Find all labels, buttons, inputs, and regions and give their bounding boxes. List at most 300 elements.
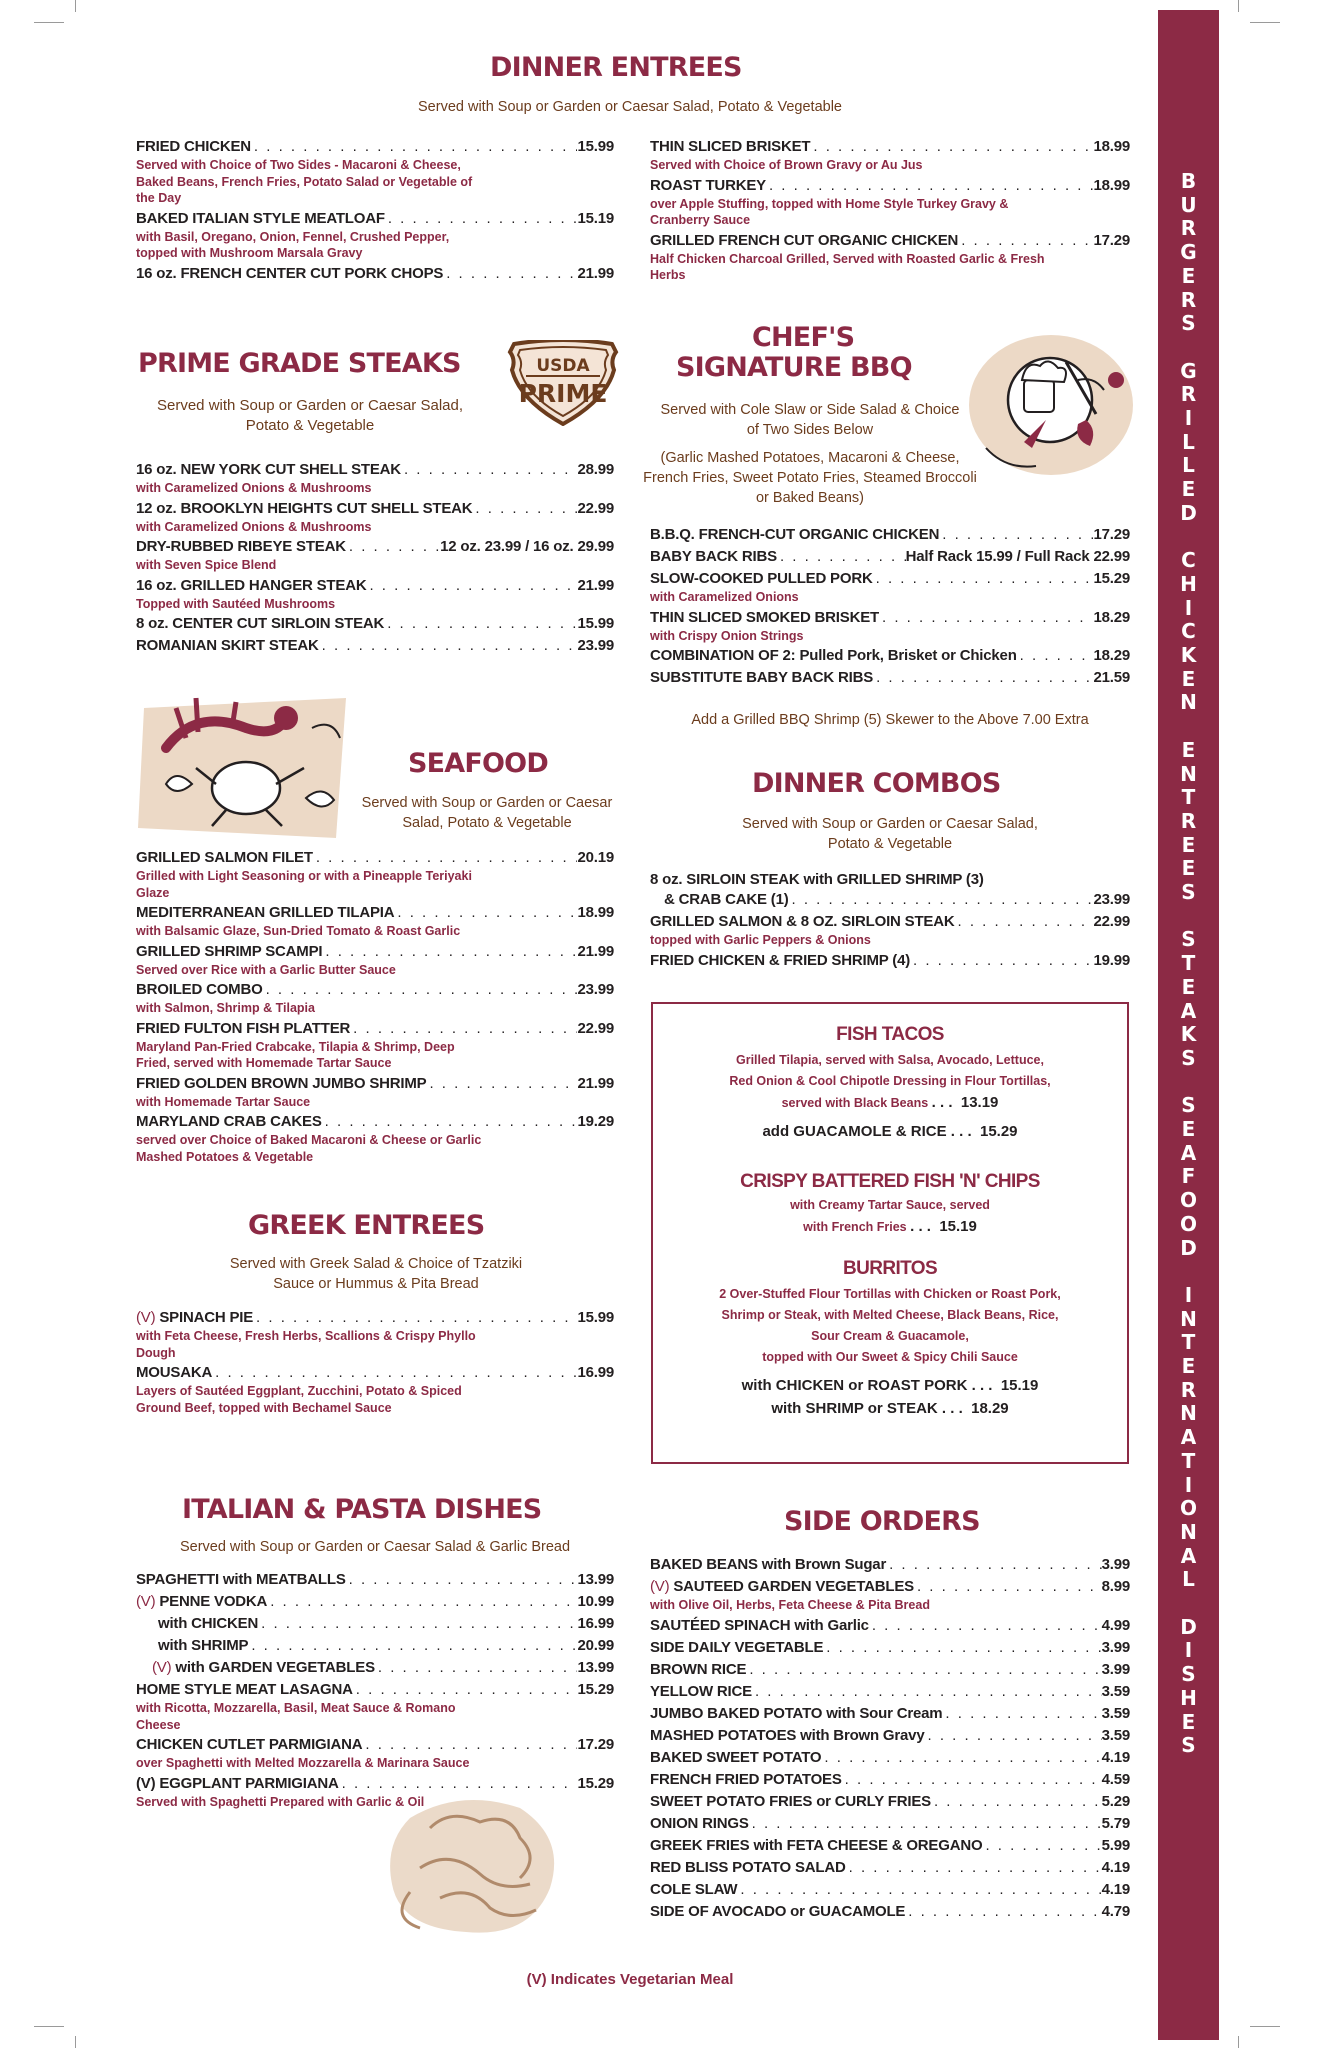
dot-leader bbox=[777, 547, 906, 567]
item-price: 4.59 bbox=[1101, 1770, 1130, 1788]
item-name-text: SWEET POTATO FRIES or CURLY FRIES bbox=[650, 1792, 931, 1810]
item-name-text: BROWN RICE bbox=[650, 1660, 747, 1678]
sidebar-letter: T bbox=[1181, 951, 1196, 976]
menu-item bbox=[136, 1363, 614, 1383]
menu-item bbox=[650, 1616, 1130, 1636]
menu-item bbox=[136, 1570, 614, 1590]
item-description: Maryland Pan-Fried Crabcake, Tilapia & Shrimp, Deep Fried, served with Homemade Tartar Sauce bbox=[136, 1039, 455, 1070]
dot-leader bbox=[253, 1308, 577, 1328]
sidebar-letter: A bbox=[1180, 1425, 1197, 1450]
menu-item bbox=[650, 1770, 1130, 1790]
menu-item bbox=[650, 951, 1130, 971]
item-name-text: BAKED ITALIAN STYLE MEATLOAF bbox=[136, 209, 385, 227]
item-name-text: 8 oz. CENTER CUT SIRLOIN STEAK bbox=[136, 615, 385, 632]
item-description: with Caramelized Onions & Mushrooms bbox=[136, 481, 372, 495]
sidebar-letter: D bbox=[1180, 1235, 1197, 1260]
menu-item bbox=[650, 525, 1130, 545]
dot-leader bbox=[821, 1748, 1101, 1768]
item-name bbox=[650, 1682, 752, 1702]
item-description: with Balsamic Glaze, Sun-Dried Tomato & Roast Garlic bbox=[136, 924, 461, 938]
sidebar-letter: C bbox=[1181, 619, 1196, 644]
item-description: served over Choice of Baked Macaroni & Cheese or Garlic Mashed Potatoes & Vegetable bbox=[136, 1133, 482, 1164]
item-name bbox=[650, 608, 879, 628]
burritos-desc-2: Shrimp or Steak, with Melted Cheese, Black Beans, Rice, bbox=[721, 1308, 1059, 1322]
burritos-option-2-price: 18.29 bbox=[971, 1400, 1009, 1417]
badge-usda-text: USDA bbox=[536, 356, 590, 376]
item-price: 17.29 bbox=[577, 1736, 614, 1753]
sidebar-letter: E bbox=[1181, 856, 1196, 881]
item-price: 15.29 bbox=[577, 1774, 614, 1792]
menu-item bbox=[650, 176, 1130, 196]
item-name bbox=[650, 1704, 942, 1724]
dot-leader bbox=[353, 1680, 578, 1700]
dot-leader bbox=[346, 537, 440, 557]
dot-leader bbox=[375, 1658, 578, 1678]
bbq-title-line2: SIGNATURE BBQ bbox=[676, 352, 912, 383]
bbq-grill-illustration bbox=[966, 320, 1136, 495]
sidebar-letter: T bbox=[1181, 1330, 1196, 1355]
prime-steaks-list bbox=[136, 460, 614, 658]
sidebar-letter: D bbox=[1180, 500, 1197, 525]
item-name bbox=[152, 1658, 375, 1678]
item-name-text: with SHRIMP bbox=[158, 1637, 249, 1654]
item-name bbox=[650, 1792, 931, 1812]
sidebar-letter: S bbox=[1181, 1662, 1196, 1687]
menu-item bbox=[136, 942, 614, 962]
item-name bbox=[136, 1592, 267, 1612]
item-description: Grilled with Light Seasoning or with a Pineapple Teriyaki Glaze bbox=[136, 869, 472, 900]
item-name bbox=[650, 912, 954, 932]
dot-leader bbox=[823, 1638, 1101, 1658]
sidebar-letter: G bbox=[1180, 240, 1197, 265]
menu-item bbox=[136, 1636, 614, 1656]
item-price: 5.99 bbox=[1101, 1836, 1130, 1854]
item-price: 15.29 bbox=[1093, 570, 1130, 587]
vegetarian-marker: (V) bbox=[136, 1593, 160, 1610]
sidebar-letter: S bbox=[1181, 880, 1196, 905]
item-name-text: RED BLISS POTATO SALAD bbox=[650, 1858, 846, 1876]
burritos-option-1-price: 15.19 bbox=[1000, 1377, 1039, 1394]
menu-item bbox=[650, 1704, 1130, 1724]
dot-leader bbox=[1017, 646, 1094, 666]
item-price: 3.99 bbox=[1101, 1660, 1130, 1678]
dot-leader bbox=[749, 1814, 1102, 1834]
fish-chips-price: 15.19 bbox=[939, 1218, 977, 1235]
item-price: 8.99 bbox=[1101, 1578, 1130, 1595]
dot-leader bbox=[789, 890, 1094, 910]
item-description: Half Chicken Charcoal Grilled, Served with Roasted Garlic & Fresh Herbs bbox=[650, 251, 1045, 282]
item-description: Layers of Sautéed Eggplant, Zucchini, Potato & Spiced Ground Beef, topped with Bechamel Sauce bbox=[136, 1384, 462, 1415]
item-price: 21.99 bbox=[577, 942, 614, 960]
dot-leader bbox=[366, 576, 577, 596]
item-price: 18.99 bbox=[577, 904, 614, 921]
item-name-text: BAKED SWEET POTATO bbox=[650, 1748, 822, 1766]
menu-item bbox=[136, 636, 614, 656]
item-price: 5.79 bbox=[1101, 1814, 1130, 1832]
burritos-option-1-name: with CHICKEN or ROAST PORK bbox=[741, 1377, 968, 1394]
item-name-text: SAUTEED GARDEN VEGETABLES bbox=[673, 1578, 914, 1595]
fish-tacos-desc-3: served with Black Beans bbox=[781, 1096, 929, 1110]
sidebar-letter: A bbox=[1180, 998, 1197, 1023]
menu-item bbox=[136, 137, 614, 157]
menu-item bbox=[650, 646, 1130, 666]
item-name bbox=[136, 499, 472, 519]
dot-leader bbox=[954, 912, 1093, 932]
fish-tacos-desc-2: Red Onion & Cool Chipotle Dressing in Flour Tortillas, bbox=[729, 1074, 1051, 1088]
dot-leader bbox=[942, 1704, 1101, 1724]
item-description: with Seven Spice Blend bbox=[136, 558, 277, 572]
sidebar-letter: E bbox=[1181, 263, 1196, 288]
item-price: 20.99 bbox=[577, 1637, 614, 1654]
dot-leader bbox=[258, 1614, 577, 1634]
item-name bbox=[158, 1614, 258, 1634]
greek-entrees-subtitle: Served with Greek Salad & Choice of Tzatziki Sauce or Hummus & Pita Bread bbox=[229, 1256, 523, 1292]
vegetarian-footer-note: (V) Indicates Vegetarian Meal bbox=[526, 1971, 734, 1988]
burritos-desc-1: 2 Over-Stuffed Flour Tortillas with Chicken or Roast Pork, bbox=[719, 1287, 1061, 1301]
dot-leader bbox=[401, 460, 578, 480]
item-name bbox=[136, 137, 251, 157]
item-name bbox=[136, 1308, 253, 1328]
item-name-text: GRILLED FRENCH CUT ORGANIC CHICKEN bbox=[650, 231, 959, 249]
sidebar-letter: S bbox=[1181, 1733, 1196, 1758]
sidebar-letter: S bbox=[1181, 927, 1196, 952]
italian-subtitle: Served with Soup or Garden or Caesar Salad & Garlic Bread bbox=[179, 1539, 571, 1555]
menu-item bbox=[136, 1735, 614, 1755]
menu-item bbox=[136, 1592, 614, 1612]
sidebar-letter: R bbox=[1180, 1377, 1197, 1402]
sidebar-letter: I bbox=[1184, 1282, 1193, 1307]
item-price: 17.29 bbox=[1093, 526, 1130, 543]
dot-leader bbox=[350, 1019, 577, 1039]
item-name-text: BAKED BEANS with Brown Sugar bbox=[650, 1556, 887, 1573]
dot-leader bbox=[322, 1112, 578, 1132]
item-name-text: SIDE OF AVOCADO or GUACAMOLE bbox=[650, 1902, 906, 1920]
item-name bbox=[650, 1748, 821, 1768]
specials-box bbox=[651, 1002, 1129, 1464]
menu-item bbox=[650, 608, 1130, 628]
menu-item bbox=[650, 231, 1130, 251]
item-price: 4.19 bbox=[1101, 1748, 1130, 1766]
item-name-text: PENNE VODKA bbox=[159, 1593, 268, 1610]
sidebar-letter: E bbox=[1181, 1354, 1196, 1379]
item-name-text: GRILLED SALMON FILET bbox=[136, 849, 313, 866]
dot-leader bbox=[810, 137, 1093, 157]
menu-item bbox=[136, 980, 614, 1000]
sidebar-categories-text bbox=[1158, 170, 1219, 1758]
sidebar-letter: H bbox=[1180, 1685, 1197, 1710]
dot-leader bbox=[251, 137, 578, 157]
sidebar-letter: E bbox=[1181, 737, 1196, 762]
fish-tacos-add-price: 15.29 bbox=[979, 1123, 1018, 1140]
sidebar-letter: N bbox=[1180, 761, 1197, 786]
crop-mark bbox=[75, 2036, 76, 2048]
item-price: 19.29 bbox=[577, 1113, 614, 1130]
menu-item bbox=[136, 1019, 614, 1039]
side-orders-list bbox=[650, 1555, 1130, 1924]
dot-leader bbox=[905, 1902, 1101, 1922]
fish-chips-desc-1: with Creamy Tartar Sauce, served bbox=[790, 1198, 990, 1212]
item-name bbox=[650, 1770, 842, 1790]
item-description: Served with Choice of Two Sides - Macaroni & Cheese, Baked Beans, French Fries, Potato Salad or Vegetable of the Day bbox=[136, 158, 473, 205]
item-name-text: & CRAB CAKE (1) bbox=[664, 891, 789, 908]
seafood-list bbox=[136, 848, 614, 1167]
burritos-desc-4: topped with Our Sweet & Spicy Chili Sauce bbox=[762, 1350, 1018, 1364]
menu-item bbox=[650, 912, 1130, 932]
sidebar-letter: O bbox=[1179, 1211, 1197, 1236]
item-name-text: FRIED CHICKEN bbox=[136, 138, 251, 155]
bbq-title-line1: CHEF'S bbox=[752, 322, 855, 353]
item-name bbox=[136, 942, 322, 962]
dot-leader bbox=[319, 636, 578, 656]
menu-item bbox=[136, 537, 614, 557]
crop-mark bbox=[34, 22, 64, 23]
dot-leader bbox=[385, 209, 578, 229]
item-name-text: SPAGHETTI with MEATBALLS bbox=[136, 1571, 346, 1588]
menu-item bbox=[650, 1555, 1130, 1575]
item-name-text: BABY BACK RIBS bbox=[650, 548, 777, 565]
item-price: 4.99 bbox=[1101, 1616, 1130, 1634]
vegetarian-marker: (V) bbox=[650, 1578, 674, 1595]
menu-item bbox=[650, 1814, 1130, 1834]
dot-leader bbox=[313, 848, 578, 868]
dot-leader bbox=[873, 668, 1093, 688]
sidebar-letter: R bbox=[1180, 216, 1197, 241]
item-name bbox=[650, 547, 777, 567]
item-price: 13.99 bbox=[577, 1571, 614, 1588]
item-price: 22.99 bbox=[577, 1019, 614, 1037]
dot-leader bbox=[958, 231, 1093, 251]
burritos-title: BURRITOS bbox=[842, 1258, 938, 1279]
item-description: with Salmon, Shrimp & Tilapia bbox=[136, 1001, 315, 1015]
sidebar-letter: C bbox=[1181, 548, 1196, 573]
menu-item bbox=[136, 460, 614, 480]
item-name-text: SPINACH PIE bbox=[159, 1309, 254, 1326]
italian-title: ITALIAN & PASTA DISHES bbox=[182, 1494, 542, 1525]
menu-item bbox=[650, 890, 1130, 910]
item-price: 21.59 bbox=[1093, 669, 1130, 686]
item-name bbox=[650, 668, 873, 688]
item-name-text: SLOW-COOKED PULLED PORK bbox=[650, 570, 873, 587]
fish-chips-desc-2: with French Fries bbox=[803, 1220, 907, 1234]
dinner-combos-title: DINNER COMBOS bbox=[752, 768, 1001, 799]
menu-item bbox=[650, 1682, 1130, 1702]
item-name-text: FRENCH FRIED POTATOES bbox=[650, 1770, 842, 1788]
item-description: with Caramelized Onions & Mushrooms bbox=[136, 519, 372, 534]
item-price: 17.29 bbox=[1093, 231, 1130, 249]
dot-leader bbox=[212, 1363, 577, 1383]
dot-leader bbox=[910, 951, 1093, 971]
sidebar-letter: N bbox=[1180, 690, 1197, 715]
menu-item bbox=[650, 1858, 1130, 1878]
item-price: 20.19 bbox=[577, 849, 614, 866]
item-name bbox=[650, 1660, 746, 1680]
burritos-desc-3: Sour Cream & Guacamole, bbox=[811, 1329, 969, 1343]
item-price: 16.99 bbox=[577, 1615, 614, 1632]
item-name-text: MASHED POTATOES with Brown Gravy bbox=[650, 1726, 925, 1744]
item-name bbox=[136, 1735, 362, 1755]
item-price: 3.59 bbox=[1101, 1682, 1130, 1700]
dot-leader bbox=[737, 1880, 1101, 1900]
item-name bbox=[650, 1555, 886, 1575]
item-price: 12 oz. 23.99 / 16 oz. 29.99 bbox=[440, 538, 614, 555]
sidebar-letter: I bbox=[1184, 406, 1193, 431]
item-price: 22.99 bbox=[577, 499, 614, 517]
crop-mark bbox=[1238, 0, 1239, 12]
item-name bbox=[136, 614, 384, 634]
item-price: 22.99 bbox=[1093, 913, 1130, 930]
sidebar-letter: E bbox=[1181, 1117, 1196, 1142]
menu-item bbox=[650, 547, 1130, 567]
item-price: 19.99 bbox=[1093, 951, 1130, 969]
item-price: 18.99 bbox=[1093, 138, 1130, 155]
sidebar-letter: N bbox=[1180, 1401, 1197, 1426]
item-name-text: CHICKEN CUTLET PARMIGIANA bbox=[136, 1736, 363, 1753]
sidebar-letter: B bbox=[1180, 169, 1197, 193]
item-name-text: YELLOW RICE bbox=[650, 1682, 752, 1700]
item-name bbox=[650, 569, 873, 589]
item-description: with Caramelized Onions bbox=[650, 590, 799, 604]
item-name bbox=[136, 1680, 353, 1700]
menu-item bbox=[650, 569, 1130, 589]
item-name-text: FRIED CHICKEN & FRIED SHRIMP (4) bbox=[650, 951, 911, 969]
dot-leader bbox=[746, 1660, 1101, 1680]
item-name bbox=[650, 1902, 905, 1922]
item-name-text: ONION RINGS bbox=[650, 1814, 749, 1832]
item-price: 18.29 bbox=[1093, 647, 1130, 664]
item-name bbox=[650, 1726, 924, 1746]
menu-item bbox=[650, 137, 1130, 157]
item-name bbox=[650, 951, 910, 971]
dot-leader bbox=[248, 1636, 577, 1656]
item-name bbox=[136, 980, 263, 1000]
item-name bbox=[136, 1774, 339, 1794]
sidebar-letter: F bbox=[1181, 1164, 1196, 1189]
sidebar-letter: S bbox=[1181, 1045, 1196, 1070]
item-name-text: MARYLAND CRAB CAKES bbox=[136, 1113, 322, 1130]
item-name bbox=[136, 576, 366, 596]
sidebar-letter: K bbox=[1180, 643, 1197, 668]
dot-leader bbox=[752, 1682, 1102, 1702]
menu-item bbox=[650, 1902, 1130, 1922]
menu-item bbox=[136, 903, 614, 923]
item-name-text: with CHICKEN bbox=[158, 1615, 259, 1632]
item-price: 3.59 bbox=[1101, 1704, 1130, 1722]
menu-item bbox=[650, 668, 1130, 688]
pasta-illustration bbox=[370, 1788, 570, 1943]
item-name-text: 16 oz. FRENCH CENTER CUT PORK CHOPS bbox=[136, 264, 444, 282]
item-description: topped with Garlic Peppers & Onions bbox=[650, 933, 871, 947]
sidebar-letter: D bbox=[1180, 1614, 1197, 1639]
crop-mark bbox=[75, 0, 76, 12]
item-name-text: B.B.Q. FRENCH-CUT ORGANIC CHICKEN bbox=[650, 526, 940, 543]
fish-tacos-desc-1: Grilled Tilapia, served with Salsa, Avocado, Lettuce, bbox=[736, 1053, 1044, 1067]
item-name bbox=[136, 264, 443, 284]
menu-item bbox=[136, 848, 614, 868]
item-name bbox=[136, 636, 319, 656]
sidebar-letter: E bbox=[1181, 832, 1196, 857]
item-description: Topped with Sautéed Mushrooms bbox=[136, 596, 336, 611]
item-name-text: THIN SLICED BRISKET bbox=[650, 138, 811, 155]
sidebar-letter: E bbox=[1181, 1709, 1196, 1734]
menu-item bbox=[136, 209, 614, 229]
dot-leader bbox=[931, 1792, 1102, 1812]
bbq-list bbox=[650, 525, 1130, 690]
dinner-entrees-subtitle: Served with Soup or Garden or Caesar Salad, Potato & Vegetable bbox=[418, 99, 842, 115]
sidebar-letter: I bbox=[1184, 1472, 1193, 1497]
fish-chips-desc-2-line: with French Fries . . . 15.19 bbox=[803, 1218, 977, 1235]
item-price: 3.99 bbox=[1101, 1556, 1130, 1573]
sidebar-letter: R bbox=[1180, 808, 1197, 833]
greek-entrees-title: GREEK ENTREES bbox=[248, 1210, 485, 1241]
menu-item bbox=[650, 1836, 1130, 1856]
menu-item bbox=[136, 1308, 614, 1328]
dot-leader bbox=[472, 499, 577, 519]
sidebar-letter: R bbox=[1180, 382, 1197, 407]
item-price: 3.99 bbox=[1101, 1638, 1130, 1656]
sidebar-letter: R bbox=[1180, 287, 1197, 312]
item-name bbox=[650, 525, 939, 545]
sidebar-letter: S bbox=[1181, 311, 1196, 336]
item-description: with Homemade Tartar Sauce bbox=[136, 1094, 311, 1109]
dot-leader bbox=[362, 1735, 577, 1755]
item-price: 21.99 bbox=[577, 576, 614, 594]
dot-leader bbox=[426, 1074, 577, 1094]
item-price: 15.99 bbox=[577, 1309, 614, 1326]
item-name bbox=[136, 209, 385, 229]
item-name bbox=[650, 1880, 737, 1900]
item-price: 4.19 bbox=[1101, 1858, 1130, 1876]
item-name bbox=[136, 1019, 350, 1039]
item-price: 21.99 bbox=[577, 1074, 614, 1092]
menu-item bbox=[136, 1658, 614, 1678]
italian-list bbox=[136, 1570, 614, 1812]
item-name bbox=[650, 176, 766, 196]
sidebar-letter: K bbox=[1180, 1022, 1197, 1047]
dot-leader bbox=[394, 903, 577, 923]
menu-item bbox=[650, 1638, 1130, 1658]
dot-leader bbox=[443, 264, 577, 284]
fish-tacos-add: add GUACAMOLE & RICE bbox=[762, 1123, 947, 1140]
item-name-text: COMBINATION OF 2: Pulled Pork, Brisket or Chicken bbox=[650, 647, 1017, 664]
sidebar-letter: I bbox=[1184, 595, 1193, 620]
sidebar-letter: A bbox=[1180, 1140, 1197, 1165]
item-name-text: FRIED FULTON FISH PLATTER bbox=[136, 1019, 351, 1037]
item-name-text: GRILLED SALMON & 8 OZ. SIRLOIN STEAK bbox=[650, 913, 955, 930]
category-sidebar bbox=[1158, 10, 1219, 2040]
item-name-text: MEDITERRANEAN GRILLED TILAPIA bbox=[136, 904, 395, 921]
item-description: over Spaghetti with Melted Mozzarella & Marinara Sauce bbox=[136, 1756, 470, 1770]
vegetarian-marker: (V) bbox=[136, 1309, 160, 1326]
menu-item bbox=[136, 499, 614, 519]
dot-leader bbox=[322, 942, 577, 962]
item-name-text: DRY-RUBBED RIBEYE STEAK bbox=[136, 538, 346, 555]
vegetarian-marker: (V) bbox=[152, 1659, 176, 1676]
greek-entrees-list bbox=[136, 1308, 614, 1418]
item-name: 8 oz. SIRLOIN STEAK with GRILLED SHRIMP (3) bbox=[650, 871, 984, 888]
sidebar-letter: T bbox=[1181, 785, 1196, 810]
item-description: Served over Rice with a Garlic Butter Sauce bbox=[136, 962, 396, 977]
menu-item bbox=[650, 1660, 1130, 1680]
item-name-text: GRILLED SHRIMP SCAMPI bbox=[136, 942, 323, 960]
menu-item bbox=[650, 1577, 1130, 1597]
menu-item bbox=[650, 1726, 1130, 1746]
item-name-text: 16 oz. GRILLED HANGER STEAK bbox=[136, 576, 367, 594]
item-name bbox=[136, 903, 394, 923]
item-description: Served with Choice of Brown Gravy or Au Jus bbox=[650, 158, 923, 172]
menu-item bbox=[136, 264, 614, 284]
dot-leader bbox=[384, 614, 577, 634]
item-description: with Ricotta, Mozzarella, Basil, Meat Sauce & Romano Cheese bbox=[136, 1701, 456, 1732]
